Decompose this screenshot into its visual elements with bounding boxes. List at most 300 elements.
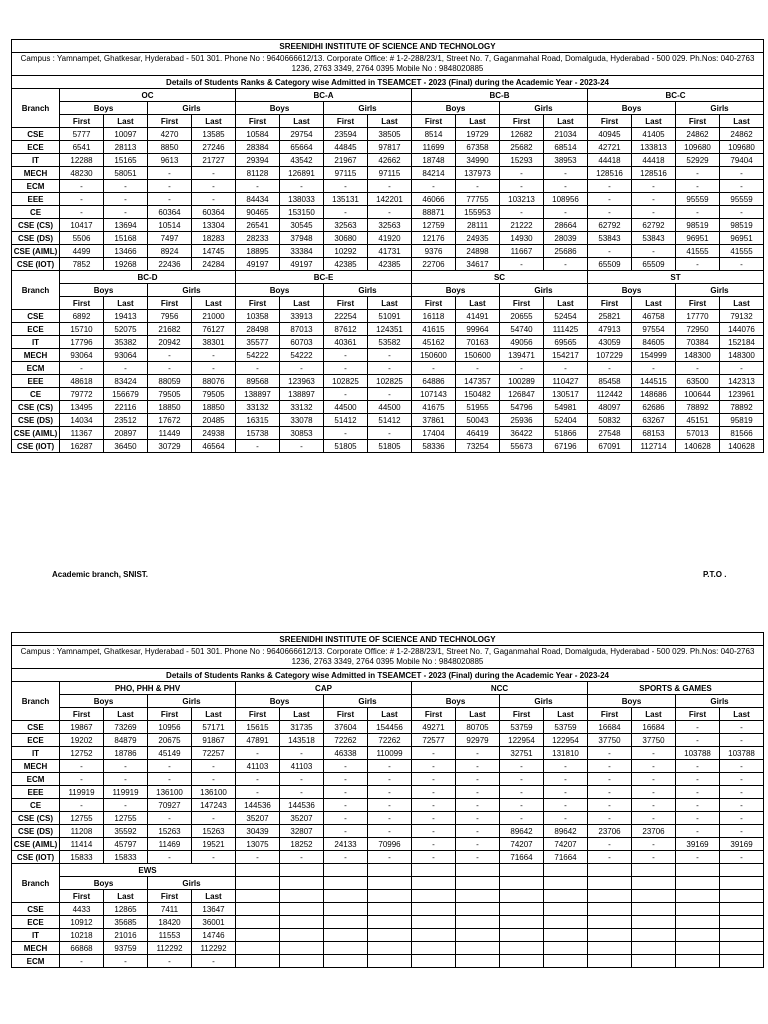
rank-cell: 68514 — [544, 141, 588, 154]
rank-cell: 28039 — [544, 232, 588, 245]
rank-table-page-1 — [11, 39, 764, 453]
rank-cell: 53759 — [544, 721, 588, 734]
rank-cell: 45797 — [104, 838, 148, 851]
rank-cell: - — [632, 180, 676, 193]
rank-cell: 17796 — [60, 336, 104, 349]
empty-cell — [676, 955, 720, 968]
rank-cell: 66868 — [60, 942, 104, 955]
rank-cell: 16315 — [236, 414, 280, 427]
empty-cell — [280, 877, 324, 890]
rank-cell: - — [676, 180, 720, 193]
rank-cell: - — [192, 349, 236, 362]
rank-cell: - — [104, 180, 148, 193]
rank-cell: 62792 — [588, 219, 632, 232]
empty-cell — [588, 864, 632, 877]
empty-cell — [368, 916, 412, 929]
rank-cell: 48618 — [60, 375, 104, 388]
category-header-row — [12, 89, 764, 102]
rank-cell: 15615 — [236, 721, 280, 734]
rank-cell: 148300 — [676, 349, 720, 362]
rank-cell: - — [632, 206, 676, 219]
rank-cell: 95559 — [676, 193, 720, 206]
rank-cell: 122954 — [544, 734, 588, 747]
rank-cell: - — [148, 349, 192, 362]
rank-cell: 112714 — [632, 440, 676, 453]
rank-cell: 13304 — [192, 219, 236, 232]
rank-cell: - — [456, 825, 500, 838]
rank-cell: - — [456, 747, 500, 760]
rank-cell: - — [60, 362, 104, 375]
table-row — [12, 721, 764, 734]
rank-cell: - — [632, 245, 676, 258]
table-row — [12, 375, 764, 388]
empty-cell — [676, 890, 720, 903]
rank-cell: 29754 — [280, 128, 324, 141]
rank-cell: 46419 — [456, 427, 500, 440]
rank-cell: 37948 — [280, 232, 324, 245]
rank-cell: 41675 — [412, 401, 456, 414]
rank-cell: - — [588, 799, 632, 812]
rank-cell: 10912 — [60, 916, 104, 929]
rank-cell: 69565 — [544, 336, 588, 349]
rank-cell: 84214 — [412, 167, 456, 180]
boys-header: Boys — [60, 877, 148, 890]
rank-cell: 88076 — [192, 375, 236, 388]
rank-cell: - — [720, 721, 764, 734]
rank-cell: 156679 — [104, 388, 148, 401]
rank-cell: - — [60, 180, 104, 193]
rank-cell: 58336 — [412, 440, 456, 453]
table-row — [12, 760, 764, 773]
boys-header: Boys — [60, 695, 148, 708]
table-row — [12, 838, 764, 851]
rank-cell: 15168 — [104, 232, 148, 245]
rank-cell: - — [368, 349, 412, 362]
rank-cell: 51412 — [324, 414, 368, 427]
branch-name: IT — [12, 929, 60, 942]
rank-cell: 17672 — [148, 414, 192, 427]
rank-cell: 24133 — [324, 838, 368, 851]
empty-cell — [456, 877, 500, 890]
empty-cell — [412, 916, 456, 929]
rank-cell: 72577 — [412, 734, 456, 747]
last-header: Last — [632, 115, 676, 128]
rank-cell: 16684 — [632, 721, 676, 734]
rank-cell: 68153 — [632, 427, 676, 440]
table-row — [12, 747, 764, 760]
rank-cell: - — [280, 851, 324, 864]
rank-cell: 25821 — [588, 310, 632, 323]
last-header: Last — [192, 115, 236, 128]
empty-cell — [500, 864, 544, 877]
empty-cell — [500, 877, 544, 890]
rank-cell: - — [412, 760, 456, 773]
rank-cell: 52404 — [544, 414, 588, 427]
rank-cell: - — [632, 362, 676, 375]
rank-cell: 18786 — [104, 747, 148, 760]
rank-cell: 18748 — [412, 154, 456, 167]
empty-cell — [676, 864, 720, 877]
rank-cell: 23706 — [588, 825, 632, 838]
empty-cell — [280, 929, 324, 942]
rank-cell: 79505 — [192, 388, 236, 401]
rank-cell: 46066 — [412, 193, 456, 206]
rank-cell: - — [60, 193, 104, 206]
first-header: First — [148, 708, 192, 721]
table-row — [12, 349, 764, 362]
rank-cell: 54222 — [236, 349, 280, 362]
rank-cell: 119919 — [60, 786, 104, 799]
branch-name: MECH — [12, 349, 60, 362]
rank-cell: 51091 — [368, 310, 412, 323]
rank-cell: - — [236, 747, 280, 760]
rank-cell: 18420 — [148, 916, 192, 929]
rank-cell: 30680 — [324, 232, 368, 245]
rank-cell: 18850 — [192, 401, 236, 414]
rank-cell: 60364 — [148, 206, 192, 219]
rank-cell: - — [676, 734, 720, 747]
last-header: Last — [544, 708, 588, 721]
rank-cell: 18283 — [192, 232, 236, 245]
last-header: Last — [544, 297, 588, 310]
table-row — [12, 206, 764, 219]
table-row — [12, 812, 764, 825]
last-header: Last — [720, 708, 764, 721]
last-header: Last — [280, 297, 324, 310]
rank-cell: 10417 — [60, 219, 104, 232]
rank-cell: 44500 — [368, 401, 412, 414]
gender-header-row — [12, 102, 764, 115]
rank-cell: - — [236, 851, 280, 864]
empty-cell — [412, 890, 456, 903]
branch-name: ECE — [12, 323, 60, 336]
rank-cell: 35207 — [236, 812, 280, 825]
rank-cell: 46564 — [192, 440, 236, 453]
last-header: Last — [104, 115, 148, 128]
girls-header: Girls — [676, 102, 764, 115]
empty-cell — [720, 916, 764, 929]
first-header: First — [412, 297, 456, 310]
rank-cell: 54740 — [500, 323, 544, 336]
rank-cell: 11553 — [148, 929, 192, 942]
rank-cell: 58051 — [104, 167, 148, 180]
girls-header: Girls — [324, 284, 412, 297]
rank-cell: - — [280, 773, 324, 786]
rank-cell: - — [192, 760, 236, 773]
empty-cell — [280, 942, 324, 955]
empty-cell — [632, 890, 676, 903]
rank-cell: - — [500, 812, 544, 825]
table-row — [12, 773, 764, 786]
rank-cell: 44845 — [324, 141, 368, 154]
rank-cell: - — [544, 180, 588, 193]
rank-cell: 64886 — [412, 375, 456, 388]
rank-cell: 133813 — [632, 141, 676, 154]
first-header: First — [676, 708, 720, 721]
rank-cell: 15833 — [60, 851, 104, 864]
rank-cell: 30545 — [280, 219, 324, 232]
institute-address: Campus : Yamnampet, Ghatkesar, Hyderabad - 501 301. Phone No : 9640666612/13. Corporate Office: # 1-2-288/23/1, Street No. 7, Gaganmahal Road, Domalguda, Hyderabad - 500 029. Ph.Nos: 040-2763 1236, 2763 3349, 2764 0395 Mobile No : 9848020885 — [12, 646, 764, 669]
empty-cell — [720, 864, 764, 877]
rank-cell: - — [676, 206, 720, 219]
empty-cell — [324, 942, 368, 955]
empty-cell — [412, 942, 456, 955]
rank-cell: - — [412, 747, 456, 760]
rank-cell: 12759 — [412, 219, 456, 232]
rank-cell: - — [104, 206, 148, 219]
empty-cell — [588, 916, 632, 929]
first-header: First — [588, 708, 632, 721]
branch-name: ECM — [12, 180, 60, 193]
rank-cell: 100289 — [500, 375, 544, 388]
category-header: ST — [588, 271, 764, 284]
category-header: BC-D — [60, 271, 236, 284]
rank-cell: 108956 — [544, 193, 588, 206]
rank-cell: 10956 — [148, 721, 192, 734]
last-header: Last — [456, 708, 500, 721]
first-header: First — [500, 297, 544, 310]
rank-cell: 110427 — [544, 375, 588, 388]
rank-cell: - — [368, 825, 412, 838]
empty-cell — [324, 929, 368, 942]
empty-cell — [236, 877, 280, 890]
branch-name: CE — [12, 206, 60, 219]
rank-cell: 12865 — [104, 903, 148, 916]
rank-cell: 21967 — [324, 154, 368, 167]
rank-cell: 72950 — [676, 323, 720, 336]
rank-cell: 41555 — [676, 245, 720, 258]
branch-name: CSE (AIML) — [12, 427, 60, 440]
rank-cell: 55673 — [500, 440, 544, 453]
rank-cell: 5506 — [60, 232, 104, 245]
rank-cell: - — [676, 760, 720, 773]
rank-cell: 41103 — [236, 760, 280, 773]
last-header: Last — [104, 708, 148, 721]
rank-cell: 136100 — [192, 786, 236, 799]
rank-cell: - — [720, 799, 764, 812]
table-row — [12, 440, 764, 453]
girls-header: Girls — [676, 695, 764, 708]
empty-cell — [544, 864, 588, 877]
rank-cell: 9613 — [148, 154, 192, 167]
table-row — [12, 427, 764, 440]
rank-cell: 89642 — [500, 825, 544, 838]
rank-cell: 60703 — [280, 336, 324, 349]
empty-cell — [632, 877, 676, 890]
rank-cell: 15263 — [148, 825, 192, 838]
category-header: EWS — [60, 864, 236, 877]
rank-cell: 11449 — [148, 427, 192, 440]
rank-cell: - — [632, 773, 676, 786]
rank-cell: 35382 — [104, 336, 148, 349]
rank-cell: 15165 — [104, 154, 148, 167]
rank-cell: - — [456, 786, 500, 799]
last-header: Last — [280, 708, 324, 721]
rank-cell: 139471 — [500, 349, 544, 362]
rank-cell: - — [60, 773, 104, 786]
table-row — [12, 167, 764, 180]
rank-cell: 44418 — [588, 154, 632, 167]
rank-cell: - — [588, 362, 632, 375]
empty-cell — [500, 955, 544, 968]
category-header: SC — [412, 271, 588, 284]
empty-cell — [544, 890, 588, 903]
rank-cell: 23512 — [104, 414, 148, 427]
rank-cell: - — [192, 955, 236, 968]
rank-cell: - — [456, 773, 500, 786]
boys-header: Boys — [412, 284, 500, 297]
rank-cell: 67196 — [544, 440, 588, 453]
rank-cell: - — [500, 362, 544, 375]
branch-name: CSE (CS) — [12, 219, 60, 232]
rank-cell: 88871 — [412, 206, 456, 219]
rank-header-row — [12, 890, 764, 903]
branch-name: MECH — [12, 942, 60, 955]
rank-cell: 79132 — [720, 310, 764, 323]
rank-cell: 7852 — [60, 258, 104, 271]
empty-cell — [324, 890, 368, 903]
rank-cell: 32751 — [500, 747, 544, 760]
rank-cell: - — [544, 206, 588, 219]
rank-cell: 83424 — [104, 375, 148, 388]
empty-cell — [324, 955, 368, 968]
branch-name: MECH — [12, 760, 60, 773]
rank-cell: 13495 — [60, 401, 104, 414]
rank-cell: - — [632, 799, 676, 812]
branch-name: CE — [12, 799, 60, 812]
rank-cell: 93759 — [104, 942, 148, 955]
rank-cell: 150600 — [456, 349, 500, 362]
rank-cell: 15710 — [60, 323, 104, 336]
rank-cell: - — [148, 167, 192, 180]
rank-table-page-2 — [11, 632, 764, 968]
rank-cell: - — [412, 773, 456, 786]
rank-cell: 38953 — [544, 154, 588, 167]
boys-header: Boys — [588, 102, 676, 115]
rank-cell: 51805 — [324, 440, 368, 453]
rank-cell: 142313 — [720, 375, 764, 388]
table-row — [12, 942, 764, 955]
institute-address: Campus : Yamnampet, Ghatkesar, Hyderabad - 501 301. Phone No : 9640666612/13. Corporate Office: # 1-2-288/23/1, Street No. 7, Gaganmahal Road, Domalguda, Hyderabad - 500 029. Ph.Nos: 040-2763 1236, 2763 3349, 2764 0395 Mobile No : 9848020885 — [12, 53, 764, 76]
rank-cell: 97115 — [368, 167, 412, 180]
rank-cell: - — [632, 760, 676, 773]
empty-cell — [236, 864, 280, 877]
rank-cell: 19202 — [60, 734, 104, 747]
rank-cell: 12752 — [60, 747, 104, 760]
rank-cell: 11667 — [500, 245, 544, 258]
rank-cell: - — [500, 206, 544, 219]
first-header: First — [324, 708, 368, 721]
empty-cell — [632, 929, 676, 942]
rank-cell: 49271 — [412, 721, 456, 734]
branch-header: Branch — [12, 682, 60, 721]
rank-cell: - — [192, 851, 236, 864]
first-header: First — [588, 297, 632, 310]
boys-header: Boys — [236, 102, 324, 115]
category-header: CAP — [236, 682, 412, 695]
rank-cell: 39169 — [720, 838, 764, 851]
rank-cell: 14930 — [500, 232, 544, 245]
rank-cell: 20655 — [500, 310, 544, 323]
last-header: Last — [456, 115, 500, 128]
rank-cell: 97817 — [368, 141, 412, 154]
branch-name: CSE — [12, 903, 60, 916]
rank-cell: - — [544, 760, 588, 773]
last-header: Last — [368, 297, 412, 310]
empty-cell — [236, 890, 280, 903]
first-header: First — [148, 890, 192, 903]
rank-cell: 74207 — [500, 838, 544, 851]
rank-cell: - — [236, 773, 280, 786]
empty-cell — [280, 903, 324, 916]
empty-cell — [368, 955, 412, 968]
rank-cell: - — [148, 773, 192, 786]
empty-cell — [456, 955, 500, 968]
rank-cell: - — [280, 786, 324, 799]
rank-cell: 128516 — [632, 167, 676, 180]
rank-cell: - — [324, 812, 368, 825]
rank-cell: - — [236, 786, 280, 799]
rank-cell: 20942 — [148, 336, 192, 349]
first-header: First — [500, 115, 544, 128]
rank-cell: 41405 — [632, 128, 676, 141]
empty-cell — [324, 916, 368, 929]
branch-name: ECM — [12, 955, 60, 968]
empty-cell — [368, 929, 412, 942]
first-header: First — [148, 115, 192, 128]
rank-cell: - — [104, 799, 148, 812]
rank-cell: 33078 — [280, 414, 324, 427]
rank-cell: 20485 — [192, 414, 236, 427]
rank-cell: 46758 — [632, 310, 676, 323]
rank-cell: 35577 — [236, 336, 280, 349]
empty-cell — [236, 955, 280, 968]
rank-cell: - — [148, 193, 192, 206]
branch-name: EEE — [12, 193, 60, 206]
category-header: BC-A — [236, 89, 412, 102]
rank-cell: 50832 — [588, 414, 632, 427]
rank-cell: 107143 — [412, 388, 456, 401]
rank-cell: - — [192, 773, 236, 786]
rank-cell: - — [720, 851, 764, 864]
empty-cell — [368, 877, 412, 890]
table-row — [12, 851, 764, 864]
rank-cell: 70384 — [676, 336, 720, 349]
rank-cell: 28111 — [456, 219, 500, 232]
rank-cell: 20897 — [104, 427, 148, 440]
rank-cell: - — [412, 851, 456, 864]
rank-cell: - — [676, 799, 720, 812]
rank-cell: 30729 — [148, 440, 192, 453]
rank-cell: 87612 — [324, 323, 368, 336]
rank-cell: - — [588, 760, 632, 773]
rank-cell: 25682 — [500, 141, 544, 154]
rank-cell: - — [720, 258, 764, 271]
rank-header-row — [12, 708, 764, 721]
first-header: First — [676, 115, 720, 128]
branch-name: ECE — [12, 734, 60, 747]
branch-name: CSE — [12, 310, 60, 323]
branch-name: ECE — [12, 916, 60, 929]
rank-cell: 28233 — [236, 232, 280, 245]
rank-cell: 99964 — [456, 323, 500, 336]
rank-cell: 31735 — [280, 721, 324, 734]
rank-cell: 35592 — [104, 825, 148, 838]
rank-cell: 144515 — [632, 375, 676, 388]
rank-cell: 10292 — [324, 245, 368, 258]
branch-name: CSE (DS) — [12, 232, 60, 245]
rank-cell: 4433 — [60, 903, 104, 916]
